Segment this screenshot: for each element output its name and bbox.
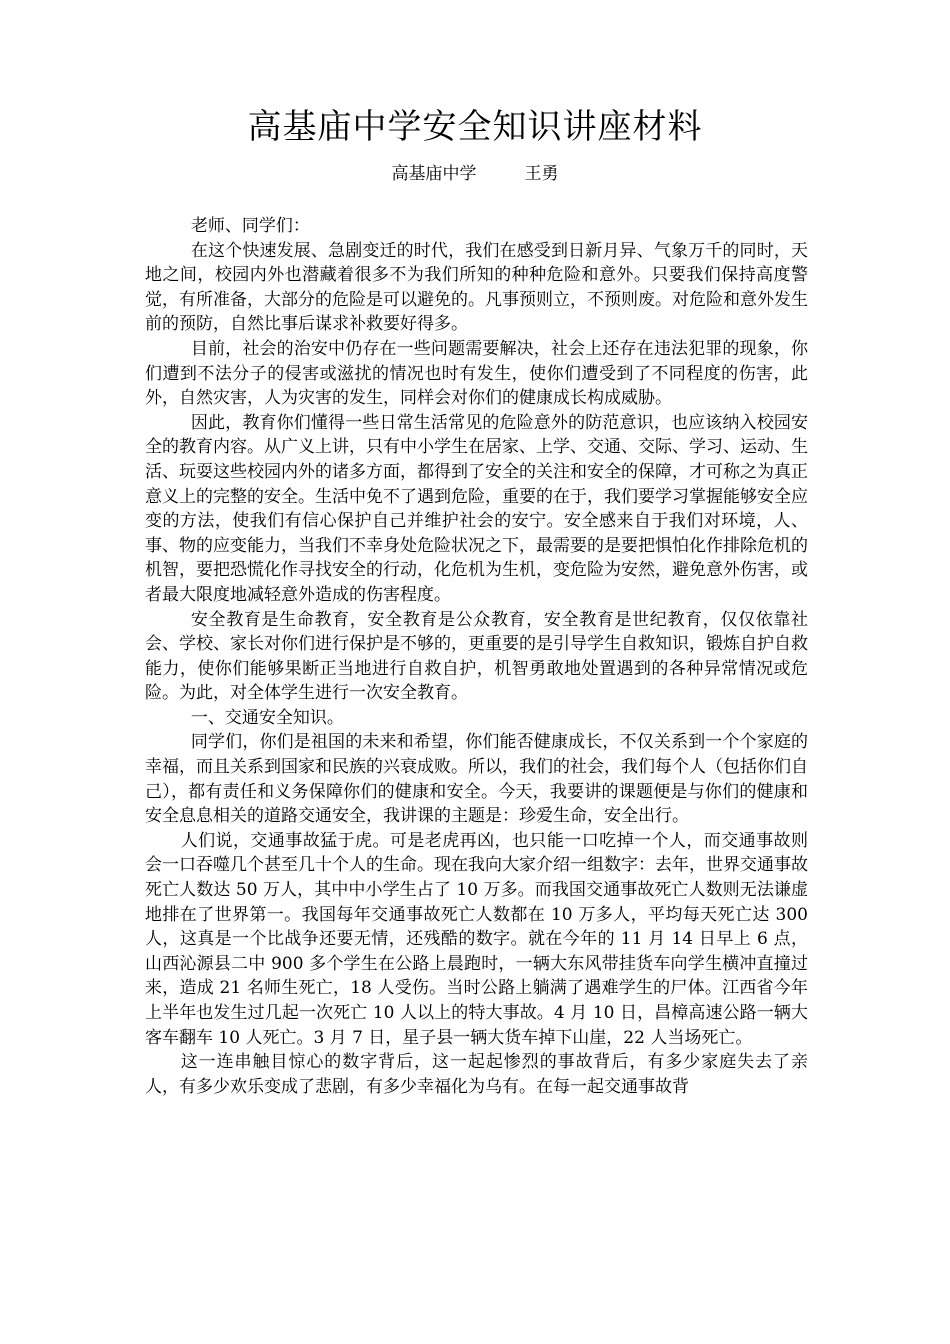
- section-heading: 一、交通安全知识。: [190, 707, 344, 728]
- body-paragraph: 在这个快速发展、急剧变迁的时代，我们在感受到日新月异、气象万千的同时，天地之间，校园内外也潜藏着很多不为我们所知的种种危险和意外。只要我们保持高度警觉，有所准备，大部分的危险是可以避免的。凡事预则立，不预则废。对危险和意外发生前的预防，自然比事后谋求补救要好得多。: [145, 240, 808, 335]
- salutation: 老师、同学们：: [190, 216, 310, 236]
- byline-author: 王勇: [524, 164, 559, 184]
- document-body: [145, 214, 808, 1099]
- body-paragraph: 目前，社会的治安中仍存在一些问题需要解决，社会上还存在违法犯罪的现象，你们遭到不法分子的侵害或滋扰的情况也时有发生，使你们遭受到了不同程度的伤害，此外，自然灾害，人为灾害的发生，同样会对你们的健康成长构成威胁。: [145, 338, 808, 409]
- body-paragraph: 这一连串触目惊心的数字背后，这一起起惨烈的事故背后，有多少家庭失去了亲人，有多少欢乐变成了悲剧，有多少幸福化为乌有。在每一起交通事故背: [145, 1052, 808, 1097]
- body-paragraph: 安全教育是生命教育，安全教育是公众教育，安全教育是世纪教育，仅仅依靠社会、学校、家长对你们进行保护是不够的，更重要的是引导学生自救知识，锻炼自护自救能力，使你们能够果断正当地进行自救自护，机智勇敢地处置遇到的各种异常情况或危险。为此，对全体学生进行一次安全教育。: [145, 609, 808, 704]
- body-paragraph: 人们说，交通事故猛于虎。可是老虎再凶，也只能一口吃掉一个人，而交通事故则会一口吞噬几个甚至几十个人的生命。现在我向大家介绍一组数字：去年，世界交通事故死亡人数达 50 万人，其中中小学生占了 10 万多。而我国交通事故死亡人数则无法谦虚地排在了世界第一。我国每年交通事故死亡人数都在 10 万多人，平均每天死亡达 300 人，这真是一个比战争还要无情，还残酷的数字。就在今年的 11 月 14 日早上 6 点，山西沁源县二中 900 多个学生在公路上晨跑时，一辆大东风带挂货车向学生横冲直撞过来，造成 21 名师生死亡，18 人受伤。当时公路上躺满了遇难学生的尸体。江西省今年上半年也发生过几起一次死亡 10 人以上的特大事故。4 月 10 日，昌樟高速公路一辆大客车翻车 10 人死亡。3 月 7 日，星子县一辆大货车掉下山崖，22 人当场死亡。: [145, 830, 808, 1048]
- byline: [0, 160, 950, 188]
- body-paragraph: 因此，教育你们懂得一些日常生活常见的危险意外的防范意识，也应该纳入校园安全的教育内容。从广义上讲，只有中小学生在居家、上学、交通、交际、学习、运动、生活、玩耍这些校园内外的诸多方面，都得到了安全的关注和安全的保障，才可称之为真正意义上的完整的安全。生活中免不了遇到危险，重要的在于，我们要学习掌握能够安全应变的方法，使我们有信心保护自己并维护社会的安宁。安全感来自于我们对环境，人、事、物的应变能力，当我们不幸身处危险状况之下，最需要的是要把惧怕化作排除危机的机智，要把恐慌化作寻找安全的行动，化危机为生机，变危险为安然，避免意外伤害，或者最大限度地减轻意外造成的伤害程度。: [145, 412, 808, 605]
- body-paragraph: 同学们，你们是祖国的未来和希望，你们能否健康成长，不仅关系到一个个家庭的幸福，而且关系到国家和民族的兴衰成败。所以，我们的社会，我们每个人（包括你们自己），都有责任和义务保障你们的健康和安全。今天，我要讲的课题便是与你们的健康和安全息息相关的道路交通安全，我讲课的主题是：珍爱生命，安全出行。: [145, 732, 808, 827]
- document-title: 高基庙中学安全知识讲座材料: [247, 107, 703, 147]
- byline-school: 高基庙中学: [391, 164, 477, 184]
